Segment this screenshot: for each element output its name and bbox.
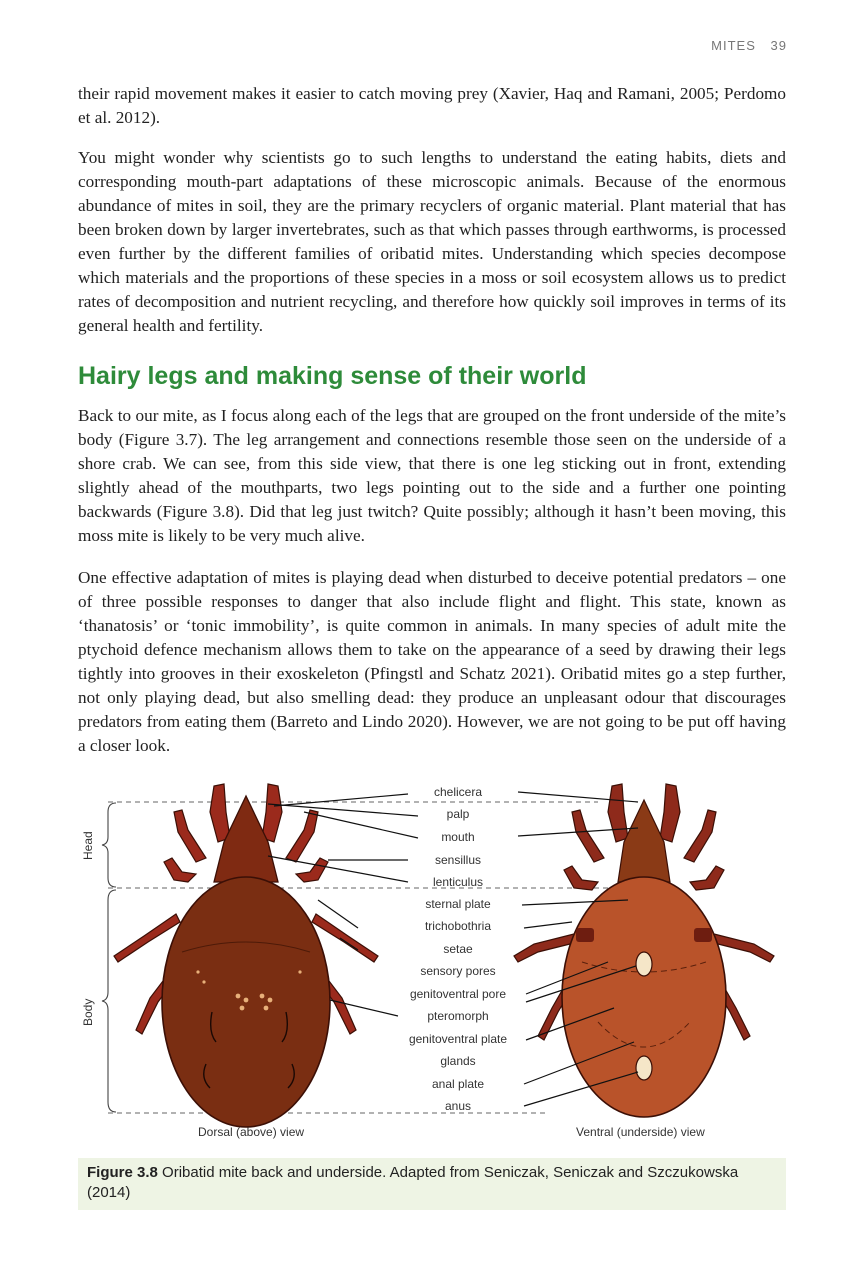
paragraph-1: their rapid movement makes it easier to catch moving prey (Xavier, Haq and Ramani, 2005; Perdomo et al. 2012). <box>78 84 786 127</box>
label-lenticulus: lenticulus <box>432 875 484 889</box>
feature-labels <box>409 785 507 1113</box>
body-label: Body <box>81 998 95 1026</box>
label-anus: anus <box>444 1099 472 1113</box>
label-sensory-pores: sensory pores <box>420 964 496 978</box>
label-pteromorph: pteromorph <box>427 1009 489 1023</box>
label-chelicera: chelicera <box>433 785 483 799</box>
section-heading: Hairy legs and making sense of their world <box>78 362 587 390</box>
paragraph-3: Back to our mite, as I focus along each of the legs that are grouped on the front underside of the mite’s body (Figure 3.7). The leg arrangement and connections resemble those seen on the underside of a shore crab. We can see, from this side view, that there is one leg sticking out in front, extending slightly ahead of the mouthparts, two legs pointing out to the side and a further one pointing backwards (Figure 3.8). Did that leg just twitch? Quite possibly; although it hasn’t been moving, this moss mite is likely to be very much alive. <box>78 406 786 545</box>
label-mouth: mouth <box>441 830 475 844</box>
head-label: Head <box>81 831 95 860</box>
label-trichobothria: trichobothria <box>424 919 492 933</box>
label-palp: palp <box>446 807 470 821</box>
running-head <box>711 38 787 53</box>
label-sternal-plate: sternal plate <box>425 897 491 911</box>
label-genitoventral-pore: genitoventral pore <box>409 987 507 1001</box>
figure-caption-text: Oribatid mite back and underside. Adapted from Seniczak, Seniczak and Szczukowska (2014) <box>87 1164 739 1201</box>
mite-figure <box>78 772 788 1142</box>
dorsal-mite-illustration <box>114 784 378 1127</box>
label-setae: setae <box>443 942 473 956</box>
label-glands: glands <box>440 1054 476 1068</box>
page-number: 39 <box>770 38 787 53</box>
ventral-view-caption: Ventral (underside) view <box>576 1125 705 1139</box>
region-brackets <box>102 803 116 1112</box>
dorsal-view-caption: Dorsal (above) view <box>198 1125 305 1139</box>
label-sensillus: sensillus <box>434 853 482 867</box>
section-title: MITES <box>711 38 756 53</box>
figure-caption-label: Figure 3.8 <box>87 1164 158 1181</box>
label-genitoventral-plate: genitoventral plate <box>408 1032 508 1046</box>
paragraph-4: One effective adaptation of mites is playing dead when disturbed to deceive potential predators – one of three possible responses to danger that also include flight and flight. This state, known as ‘thanatosis’ or ‘tonic immobility’, is quite common in animals. In many species of adult mite the ptychoid defence mechanism allows them to take on the appearance of a seed by drawing their legs tightly into grooves in their exoskeleton (Pfingstl and Schatz 2021). Oribatid mites go a step further, not only playing dead, but also smelling dead: they produce an unpleasant odour that discourages predators from eating them (Barreto and Lindo 2020). However, we are not going to be put off having a closer look. <box>78 568 786 755</box>
paragraph-2: You might wonder why scientists go to such lengths to understand the eating habits, diets and corresponding mouth-part adaptations of these microscopic animals. Because of the enormous abundance of mites in soil, they are the primary recyclers of organic material. Plant material that has been broken down by larger invertebrates, such as that which passes through earthworms, is processed even further by the different families of oribatid mites. Understanding which species decompose which materials and the proportions of these species in a moss or soil ecosystem allows us to predict rates of decomposition and nutrient recycling, and therefore how quickly soil improves in terms of its general health and fertility. <box>78 148 786 335</box>
label-anal-plate: anal plate <box>431 1077 485 1091</box>
figure-caption <box>78 1158 786 1210</box>
